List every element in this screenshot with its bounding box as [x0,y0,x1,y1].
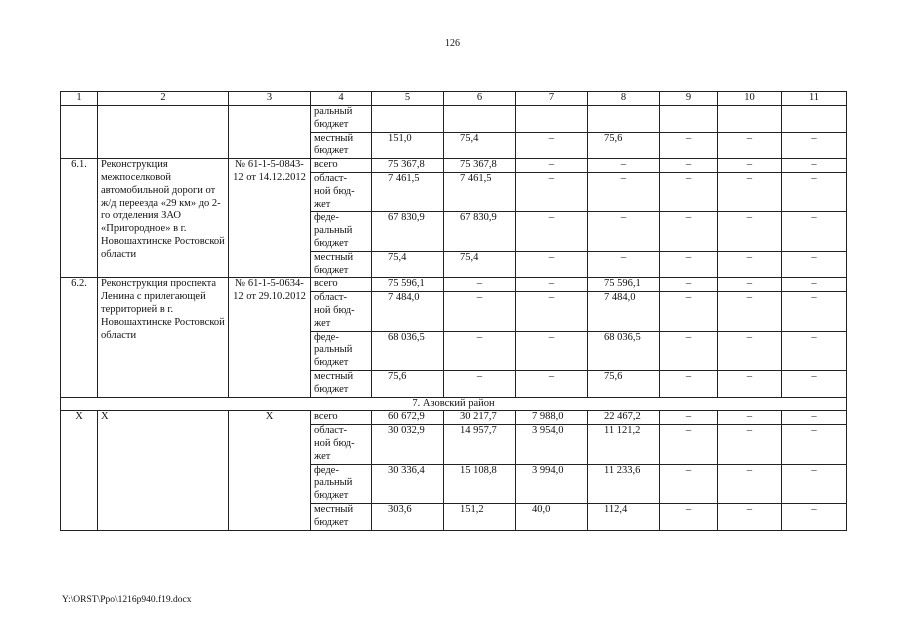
value-cell: – [516,331,588,370]
value-cell: – [660,132,718,159]
column-header: 4 [311,92,372,106]
value-cell: 75,4 [372,251,444,278]
value-cell: – [718,172,782,211]
value-cell: – [588,172,660,211]
funding-source: всего [311,411,372,425]
value-cell: – [516,292,588,331]
funding-source: местный бюджет [311,132,372,159]
value-cell [782,106,847,133]
column-header: 11 [782,92,847,106]
value-cell: – [782,370,847,397]
value-cell: – [782,411,847,425]
value-cell: – [782,464,847,503]
table-body [61,92,847,531]
value-cell: 11 233,6 [588,464,660,503]
value-cell: – [718,251,782,278]
item-number: 6.2. [61,278,98,397]
value-cell: 75,4 [444,251,516,278]
value-cell: – [516,172,588,211]
value-cell: 7 988,0 [516,411,588,425]
empty-num [61,106,98,159]
funding-source: местный бюджет [311,503,372,530]
value-cell: – [660,292,718,331]
value-cell: – [660,331,718,370]
value-cell: – [782,132,847,159]
value-cell: 75 596,1 [588,278,660,292]
funding-source: местный бюджет [311,251,372,278]
funding-source: област- ной бюд- жет [311,292,372,331]
value-cell: – [588,159,660,173]
value-cell: – [588,251,660,278]
value-cell: 22 467,2 [588,411,660,425]
value-cell: – [782,251,847,278]
value-cell: – [660,212,718,251]
value-cell: – [660,464,718,503]
value-cell [588,106,660,133]
value-cell: 67 830,9 [372,212,444,251]
value-cell: 75 367,8 [372,159,444,173]
empty-doc [229,106,311,159]
value-cell: – [660,172,718,211]
value-cell: – [444,278,516,292]
value-cell: – [718,292,782,331]
value-cell: – [782,292,847,331]
value-cell [516,106,588,133]
funding-source: феде- ральный бюджет [311,331,372,370]
empty-name [98,106,229,159]
expertise-doc: № 61-1-5-0634-12 от 29.10.2012 [229,278,311,397]
value-cell: – [516,251,588,278]
value-cell: 3 994,0 [516,464,588,503]
value-cell: 15 108,8 [444,464,516,503]
value-cell: 7 484,0 [372,292,444,331]
funding-source: феде- ральный бюджет [311,212,372,251]
value-cell: 11 121,2 [588,425,660,464]
value-cell: – [718,370,782,397]
value-cell: 75,4 [444,132,516,159]
funding-source: всего [311,278,372,292]
value-cell: – [444,370,516,397]
value-cell: – [444,331,516,370]
value-cell: – [718,425,782,464]
column-header: 3 [229,92,311,106]
funding-source: феде- ральный бюджет [311,464,372,503]
page-number: 126 [445,38,460,49]
value-cell: – [718,212,782,251]
value-cell: – [718,411,782,425]
value-cell: – [588,212,660,251]
value-cell: – [718,132,782,159]
value-cell: 67 830,9 [444,212,516,251]
table-row [61,106,847,133]
column-number-row [61,92,847,106]
value-cell: 60 672,9 [372,411,444,425]
value-cell: 30 032,9 [372,425,444,464]
value-cell: 7 461,5 [372,172,444,211]
value-cell: – [782,172,847,211]
column-header: 5 [372,92,444,106]
value-cell: – [516,212,588,251]
value-cell: – [660,251,718,278]
value-cell: – [718,464,782,503]
value-cell: – [782,425,847,464]
value-cell: 151,2 [444,503,516,530]
project-name: Реконструкция проспекта Ленина с прилегающей территорией в г. Новошахтинске Ростовской области [98,278,229,397]
value-cell: – [516,278,588,292]
value-cell: – [516,370,588,397]
project-name: Х [98,411,229,530]
value-cell: – [660,159,718,173]
value-cell: – [660,411,718,425]
value-cell: – [660,425,718,464]
value-cell: 75,6 [588,132,660,159]
value-cell: – [782,278,847,292]
value-cell: – [782,503,847,530]
section-row [61,397,847,411]
funding-source: област- ной бюд- жет [311,425,372,464]
column-header: 10 [718,92,782,106]
value-cell [444,106,516,133]
value-cell: 14 957,7 [444,425,516,464]
value-cell: – [782,212,847,251]
expertise-doc: № 61-1-5-0843-12 от 14.12.2012 [229,159,311,278]
value-cell: 75 596,1 [372,278,444,292]
value-cell: – [782,331,847,370]
column-header: 2 [98,92,229,106]
value-cell: 75,6 [372,370,444,397]
value-cell: 7 484,0 [588,292,660,331]
value-cell [718,106,782,133]
value-cell: – [660,503,718,530]
value-cell: 7 461,5 [444,172,516,211]
value-cell: – [660,370,718,397]
budget-table [60,91,847,531]
column-header: 9 [660,92,718,106]
value-cell: – [718,331,782,370]
value-cell: 112,4 [588,503,660,530]
value-cell: – [718,278,782,292]
value-cell: – [516,159,588,173]
column-header: 1 [61,92,98,106]
value-cell: 30 336,4 [372,464,444,503]
table-row [61,411,847,425]
value-cell: 68 036,5 [588,331,660,370]
value-cell: 151,0 [372,132,444,159]
column-header: 6 [444,92,516,106]
value-cell [660,106,718,133]
file-path-footer: Y:\ORST\Ppo\1216p940.f19.docx [62,595,192,605]
value-cell: 75,6 [588,370,660,397]
value-cell: 30 217,7 [444,411,516,425]
value-cell [372,106,444,133]
value-cell: – [444,292,516,331]
funding-source: всего [311,159,372,173]
value-cell: – [718,159,782,173]
funding-source: местный бюджет [311,370,372,397]
value-cell: 40,0 [516,503,588,530]
expertise-doc: Х [229,411,311,530]
value-cell: 68 036,5 [372,331,444,370]
project-name: Реконструкция межпоселковой автомобильной дороги от ж/д переезда «29 км» до 2-го отделения ЗАО «Пригородное» в г. Новошахтинске Ростовской области [98,159,229,278]
funding-source: ральный бюджет [311,106,372,133]
value-cell: 303,6 [372,503,444,530]
value-cell: 75 367,8 [444,159,516,173]
item-number: Х [61,411,98,530]
value-cell: – [516,132,588,159]
value-cell: – [660,278,718,292]
table-row [61,278,847,292]
value-cell: 3 954,0 [516,425,588,464]
section-title: 7. Азовский район [61,397,847,411]
item-number: 6.1. [61,159,98,278]
funding-source: област- ной бюд- жет [311,172,372,211]
value-cell: – [718,503,782,530]
column-header: 8 [588,92,660,106]
value-cell: – [782,159,847,173]
table-row [61,159,847,173]
column-header: 7 [516,92,588,106]
